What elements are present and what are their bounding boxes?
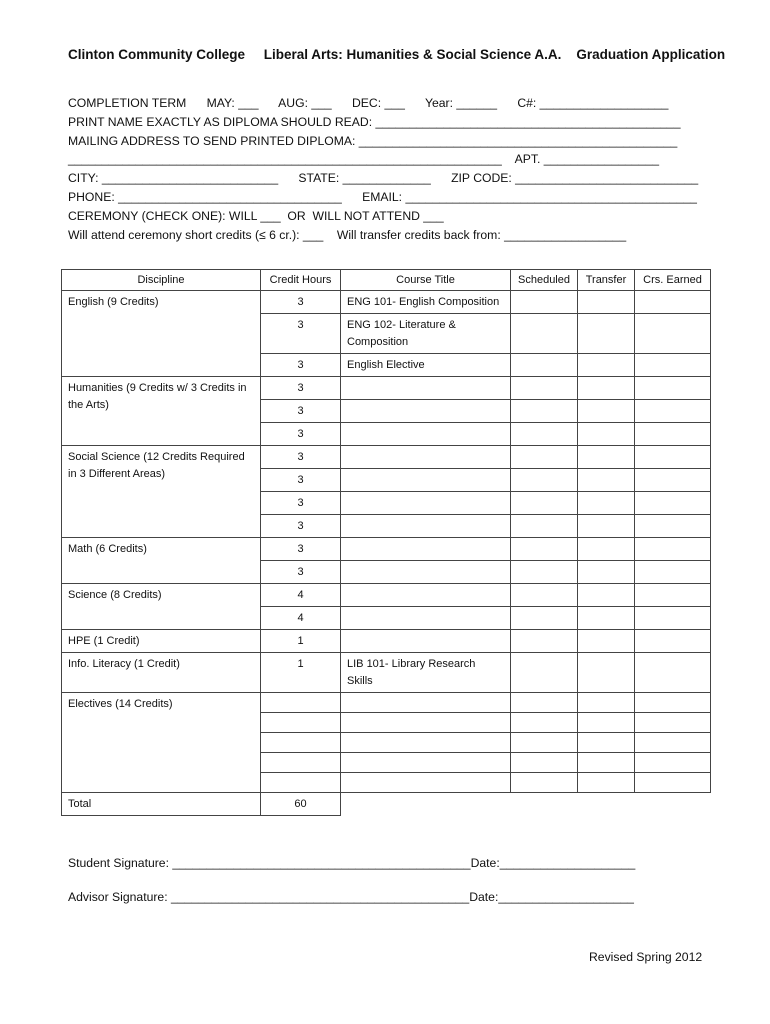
scheduled-cell[interactable] [511, 515, 578, 538]
crs-earned-cell[interactable] [635, 773, 711, 793]
course-title-cell[interactable] [341, 561, 511, 584]
header-credit-hours: Credit Hours [261, 270, 341, 291]
course-title-cell[interactable] [341, 733, 511, 753]
course-requirements-table [61, 269, 711, 816]
scheduled-cell[interactable] [511, 538, 578, 561]
total-row [62, 793, 711, 816]
course-title-cell[interactable] [341, 630, 511, 653]
transfer-cell[interactable] [578, 773, 635, 793]
credit-hours-cell [261, 693, 341, 713]
crs-earned-cell[interactable] [635, 630, 711, 653]
transfer-cell[interactable] [578, 492, 635, 515]
total-label: Total [62, 793, 261, 816]
ceremony-line[interactable]: CEREMONY (CHECK ONE): WILL ___ OR WILL NOT ATTEND ___ [68, 208, 444, 223]
header-discipline: Discipline [62, 270, 261, 291]
credit-hours-cell: 3 [261, 492, 341, 515]
table-row [62, 653, 711, 693]
course-title-cell[interactable] [341, 492, 511, 515]
credit-hours-cell: 3 [261, 400, 341, 423]
course-title-cell[interactable] [341, 713, 511, 733]
document-title: Clinton Community College Liberal Arts: Humanities & Social Science A.A. Graduation Application [68, 47, 726, 62]
course-title-cell[interactable] [341, 693, 511, 713]
course-title-cell[interactable]: LIB 101- Library Research Skills [341, 653, 511, 693]
course-title-cell[interactable]: English Elective [341, 354, 511, 377]
advisor-signature-line[interactable]: Advisor Signature: ____________________________________________Date:____________________ [68, 890, 634, 904]
crs-earned-cell[interactable] [635, 561, 711, 584]
crs-earned-cell[interactable] [635, 314, 711, 354]
scheduled-cell[interactable] [511, 693, 578, 713]
mailing-address-line[interactable]: MAILING ADDRESS TO SEND PRINTED DIPLOMA: _______________________________________________ [68, 133, 678, 148]
transfer-cell[interactable] [578, 713, 635, 733]
table-row [62, 538, 711, 561]
revision-note: Revised Spring 2012 [589, 950, 703, 964]
scheduled-cell[interactable] [511, 400, 578, 423]
course-title-cell[interactable]: ENG 102- Literature & Composition [341, 314, 511, 354]
crs-earned-cell[interactable] [635, 753, 711, 773]
scheduled-cell[interactable] [511, 733, 578, 753]
scheduled-cell[interactable] [511, 423, 578, 446]
city-state-zip-line[interactable]: CITY: __________________________ STATE: _____________ ZIP CODE: ___________________________ [68, 171, 699, 186]
course-title-cell[interactable] [341, 469, 511, 492]
crs-earned-cell[interactable] [635, 354, 711, 377]
transfer-cell[interactable] [578, 469, 635, 492]
scheduled-cell[interactable] [511, 607, 578, 630]
crs-earned-cell[interactable] [635, 515, 711, 538]
header-course-title: Course Title [341, 270, 511, 291]
course-title-cell[interactable] [341, 584, 511, 607]
credit-hours-cell: 3 [261, 515, 341, 538]
transfer-cell[interactable] [578, 314, 635, 354]
credit-hours-cell: 3 [261, 446, 341, 469]
credit-hours-cell [261, 733, 341, 753]
course-title-cell[interactable] [341, 538, 511, 561]
credit-hours-cell: 3 [261, 377, 341, 400]
scheduled-cell[interactable] [511, 469, 578, 492]
credit-hours-cell: 3 [261, 314, 341, 354]
short-credits-line[interactable]: Will attend ceremony short credits (≤ 6 cr.): ___ Will transfer credits back from: __________________ [68, 227, 627, 242]
credit-hours-cell: 1 [261, 653, 341, 693]
crs-earned-cell[interactable] [635, 693, 711, 713]
crs-earned-cell[interactable] [635, 291, 711, 314]
transfer-cell[interactable] [578, 400, 635, 423]
scheduled-cell[interactable] [511, 561, 578, 584]
discipline-cell: English (9 Credits) [62, 291, 261, 377]
credit-hours-cell [261, 773, 341, 793]
transfer-cell[interactable] [578, 354, 635, 377]
header-scheduled: Scheduled [511, 270, 578, 291]
credit-hours-cell: 3 [261, 291, 341, 314]
discipline-cell: Math (6 Credits) [62, 538, 261, 584]
transfer-cell[interactable] [578, 653, 635, 693]
transfer-cell[interactable] [578, 561, 635, 584]
crs-earned-cell[interactable] [635, 653, 711, 693]
table-row [62, 446, 711, 469]
scheduled-cell[interactable] [511, 377, 578, 400]
applicant-info-block [68, 94, 698, 244]
scheduled-cell[interactable] [511, 584, 578, 607]
credit-hours-cell [261, 753, 341, 773]
discipline-cell: Info. Literacy (1 Credit) [62, 653, 261, 693]
course-title-cell[interactable] [341, 515, 511, 538]
completion-term-line[interactable]: COMPLETION TERM MAY: ___ AUG: ___ DEC: ___ Year: ______ C#: ___________________ [68, 96, 669, 110]
course-title-cell[interactable] [341, 400, 511, 423]
course-title-cell[interactable] [341, 423, 511, 446]
table-row [62, 693, 711, 713]
total-credits: 60 [261, 793, 341, 816]
scheduled-cell[interactable] [511, 291, 578, 314]
scheduled-cell[interactable] [511, 354, 578, 377]
credit-hours-cell: 1 [261, 630, 341, 653]
crs-earned-cell[interactable] [635, 607, 711, 630]
transfer-cell[interactable] [578, 377, 635, 400]
table-row [62, 630, 711, 653]
credit-hours-cell: 3 [261, 561, 341, 584]
course-title-cell[interactable] [341, 753, 511, 773]
transfer-cell[interactable] [578, 423, 635, 446]
scheduled-cell[interactable] [511, 753, 578, 773]
credit-hours-cell [261, 713, 341, 733]
credit-hours-cell: 4 [261, 607, 341, 630]
course-title-cell[interactable]: ENG 101- English Composition [341, 291, 511, 314]
print-name-line[interactable]: PRINT NAME EXACTLY AS DIPLOMA SHOULD READ: _____________________________________________ [68, 114, 681, 129]
scheduled-cell[interactable] [511, 314, 578, 354]
address-apt-line[interactable]: ________________________________________________________________ APT. _________________ [68, 152, 660, 167]
scheduled-cell[interactable] [511, 446, 578, 469]
credit-hours-cell: 3 [261, 423, 341, 446]
crs-earned-cell[interactable] [635, 446, 711, 469]
scheduled-cell[interactable] [511, 630, 578, 653]
discipline-cell: Science (8 Credits) [62, 584, 261, 630]
transfer-cell[interactable] [578, 693, 635, 713]
crs-earned-cell[interactable] [635, 713, 711, 733]
scheduled-cell[interactable] [511, 653, 578, 693]
credit-hours-cell: 3 [261, 538, 341, 561]
discipline-cell: Electives (14 Credits) [62, 693, 261, 793]
discipline-cell: HPE (1 Credit) [62, 630, 261, 653]
crs-earned-cell[interactable] [635, 377, 711, 400]
table-row [62, 584, 711, 607]
crs-earned-cell[interactable] [635, 584, 711, 607]
header-transfer: Transfer [578, 270, 635, 291]
transfer-cell[interactable] [578, 753, 635, 773]
transfer-cell[interactable] [578, 733, 635, 753]
table-body [62, 291, 711, 816]
transfer-cell[interactable] [578, 630, 635, 653]
scheduled-cell[interactable] [511, 492, 578, 515]
crs-earned-cell[interactable] [635, 423, 711, 446]
transfer-cell[interactable] [578, 607, 635, 630]
transfer-cell[interactable] [578, 515, 635, 538]
transfer-cell[interactable] [578, 584, 635, 607]
table-row [62, 291, 711, 314]
header-crs-earned: Crs. Earned [635, 270, 711, 291]
crs-earned-cell[interactable] [635, 733, 711, 753]
crs-earned-cell[interactable] [635, 492, 711, 515]
crs-earned-cell[interactable] [635, 469, 711, 492]
credit-hours-cell: 4 [261, 584, 341, 607]
crs-earned-cell[interactable] [635, 400, 711, 423]
scheduled-cell[interactable] [511, 773, 578, 793]
course-title-cell[interactable] [341, 773, 511, 793]
phone-email-line[interactable]: PHONE: _________________________________ EMAIL: ___________________________________________ [68, 189, 697, 204]
course-title-cell[interactable] [341, 607, 511, 630]
student-signature-line[interactable]: Student Signature: ____________________________________________Date:____________________ [68, 856, 636, 870]
course-title-cell[interactable] [341, 446, 511, 469]
table-header-row [62, 270, 711, 291]
table-row [62, 377, 711, 400]
credit-hours-cell: 3 [261, 354, 341, 377]
crs-earned-cell[interactable] [635, 538, 711, 561]
scheduled-cell[interactable] [511, 713, 578, 733]
credit-hours-cell: 3 [261, 469, 341, 492]
transfer-cell[interactable] [578, 538, 635, 561]
course-title-cell[interactable] [341, 377, 511, 400]
discipline-cell: Social Science (12 Credits Required in 3 Different Areas) [62, 446, 261, 538]
discipline-cell: Humanities (9 Credits w/ 3 Credits in the Arts) [62, 377, 261, 446]
transfer-cell[interactable] [578, 291, 635, 314]
transfer-cell[interactable] [578, 446, 635, 469]
